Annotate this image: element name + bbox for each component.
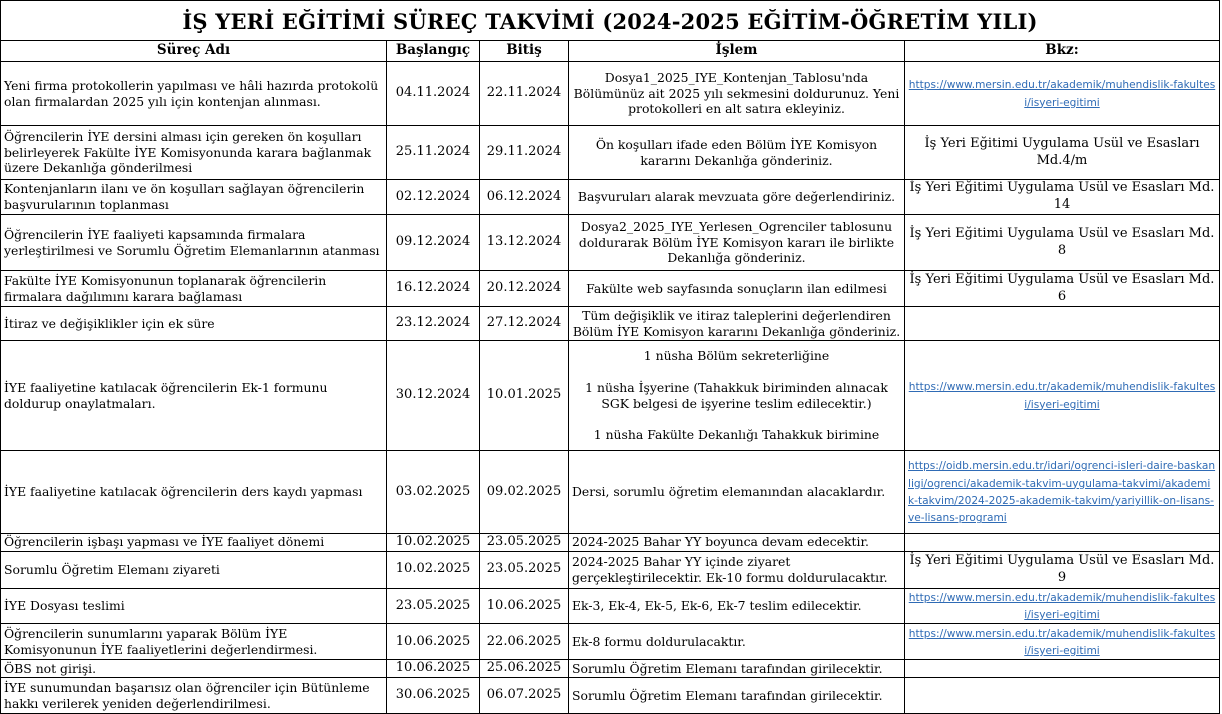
start-date-cell: 30.06.2025 [387, 678, 480, 714]
end-date-cell: 06.07.2025 [480, 678, 569, 714]
process-name-cell: Öğrencilerin İYE faaliyeti kapsamında firmalara yerleştirilmesi ve Sorumlu Öğretim Elemanlarının atanması [1, 215, 387, 271]
reference-cell [905, 341, 1220, 451]
header-reference: Bkz: [905, 41, 1220, 62]
table-row [1, 678, 1220, 714]
operation-cell: Ek-8 formu doldurulacaktır. [569, 624, 905, 660]
start-date-cell: 10.02.2025 [387, 534, 480, 552]
reference-link[interactable]: https://www.mersin.edu.tr/akademik/muhendislik-fakultesi/isyeri-egitimi [908, 591, 1216, 622]
start-date-cell: 03.02.2025 [387, 451, 480, 534]
table-row [1, 534, 1220, 552]
reference-cell: İş Yeri Eğitimi Uygulama Usül ve Esasları Md. 14 [905, 180, 1220, 215]
operation-cell: 2024-2025 Bahar YY içinde ziyaret gerçekleştirilecektir. Ek-10 formu doldurulacaktır. [569, 551, 905, 588]
end-date-cell: 13.12.2024 [480, 215, 569, 271]
start-date-cell: 10.06.2025 [387, 624, 480, 660]
reference-link[interactable]: https://www.mersin.edu.tr/akademik/muhendislik-fakultesi/isyeri-egitimi [908, 627, 1216, 657]
reference-link[interactable]: https://oidb.mersin.edu.tr/idari/ogrenci-isleri-daire-baskanligi/ogrenci/akademik-takvim-uygulama-takvimi/akademik-takvim/2024-2025-akademik-takvim/yariyillik-on-lisans-ve-lisans-programi [908, 460, 1216, 525]
operation-cell: Başvuruları alarak mevzuata göre değerlendiriniz. [569, 180, 905, 215]
reference-cell [905, 624, 1220, 660]
table-row [1, 62, 1220, 126]
reference-cell: İş Yeri Eğitimi Uygulama Usül ve Esasları Md.4/m [905, 126, 1220, 180]
end-date-cell: 20.12.2024 [480, 271, 569, 307]
end-date-cell: 06.12.2024 [480, 180, 569, 215]
operation-cell: Fakülte web sayfasında sonuçların ilan edilmesi [569, 271, 905, 307]
operation-cell: Dosya1_2025_IYE_Kontenjan_Tablosu'nda Bölümünüz ait 2025 yılı sekmesini doldurunuz. Yeni protokolleri en alt satıra ekleyiniz. [569, 62, 905, 126]
process-name-cell: İYE faaliyetine katılacak öğrencilerin Ek-1 formunu doldurup onaylatmaları. [1, 341, 387, 451]
start-date-cell: 23.12.2024 [387, 307, 480, 341]
end-date-cell: 29.11.2024 [480, 126, 569, 180]
table-row [1, 215, 1220, 271]
sheet-title: İŞ YERİ EĞİTİMİ SÜREÇ TAKVİMİ (2024-2025 EĞİTİM-ÖĞRETİM YILI) [0, 0, 1220, 41]
table-row [1, 307, 1220, 341]
header-end-date: Bitiş [480, 41, 569, 62]
start-date-cell: 16.12.2024 [387, 271, 480, 307]
process-name-cell: İYE Dosyası teslimi [1, 588, 387, 624]
operation-cell: Tüm değişiklik ve itiraz taleplerini değerlendiren Bölüm İYE Komisyon kararını Dekanlığa gönderiniz. [569, 307, 905, 341]
process-name-cell: İYE sunumundan başarısız olan öğrenciler için Bütünleme hakkı verilerek yeniden değerlendirilmesi. [1, 678, 387, 714]
process-name-cell: Öğrencilerin sunumlarını yaparak Bölüm İYE Komisyonunun İYE faaliyetlerini değerlendirmesi. [1, 624, 387, 660]
end-date-cell: 10.01.2025 [480, 341, 569, 451]
end-date-cell: 10.06.2025 [480, 588, 569, 624]
process-name-cell: Sorumlu Öğretim Elemanı ziyareti [1, 551, 387, 588]
reference-cell [905, 307, 1220, 341]
process-name-cell: İYE faaliyetine katılacak öğrencilerin ders kaydı yapması [1, 451, 387, 534]
table-row [1, 180, 1220, 215]
reference-cell [905, 62, 1220, 126]
reference-cell [905, 534, 1220, 552]
process-name-cell: Yeni firma protokollerin yapılması ve hâli hazırda protokolü olan firmalardan 2025 yılı için kontenjan alınması. [1, 62, 387, 126]
table-row [1, 588, 1220, 624]
end-date-cell: 27.12.2024 [480, 307, 569, 341]
reference-cell [905, 678, 1220, 714]
header-row [1, 41, 1220, 62]
end-date-cell: 09.02.2025 [480, 451, 569, 534]
table-row [1, 271, 1220, 307]
start-date-cell: 30.12.2024 [387, 341, 480, 451]
start-date-cell: 09.12.2024 [387, 215, 480, 271]
operation-cell: Ek-3, Ek-4, Ek-5, Ek-6, Ek-7 teslim edilecektir. [569, 588, 905, 624]
operation-cell: Sorumlu Öğretim Elemanı tarafından girilecektir. [569, 678, 905, 714]
start-date-cell: 25.11.2024 [387, 126, 480, 180]
start-date-cell: 02.12.2024 [387, 180, 480, 215]
start-date-cell: 10.06.2025 [387, 660, 480, 678]
table-row [1, 660, 1220, 678]
start-date-cell: 23.05.2025 [387, 588, 480, 624]
operation-cell: Dosya2_2025_IYE_Yerlesen_Ogrenciler tablosunu doldurarak Bölüm İYE Komisyon kararı ile birlikte Dekanlığa gönderiniz. [569, 215, 905, 271]
table-row [1, 451, 1220, 534]
reference-cell [905, 660, 1220, 678]
header-operation: İşlem [569, 41, 905, 62]
reference-cell [905, 588, 1220, 624]
end-date-cell: 23.05.2025 [480, 534, 569, 552]
process-name-cell: Öğrencilerin işbaşı yapması ve İYE faaliyet dönemi [1, 534, 387, 552]
start-date-cell: 04.11.2024 [387, 62, 480, 126]
end-date-cell: 22.11.2024 [480, 62, 569, 126]
header-start-date: Başlangıç [387, 41, 480, 62]
table-row [1, 341, 1220, 451]
process-calendar-table [0, 40, 1220, 714]
end-date-cell: 23.05.2025 [480, 551, 569, 588]
operation-cell: Dersi, sorumlu öğretim elemanından alacaklardır. [569, 451, 905, 534]
process-name-cell: Öğrencilerin İYE dersini alması için gereken ön koşulları belirleyerek Fakülte İYE Komisyonunda karara bağlanmak üzere Dekanlığa gönderilmesi [1, 126, 387, 180]
reference-cell: İş Yeri Eğitimi Uygulama Usül ve Esasları Md. 8 [905, 215, 1220, 271]
reference-cell [905, 451, 1220, 534]
end-date-cell: 22.06.2025 [480, 624, 569, 660]
table-row [1, 126, 1220, 180]
process-name-cell: Fakülte İYE Komisyonunun toplanarak öğrencilerin firmalara dağılımını karara bağlaması [1, 271, 387, 307]
reference-cell: İş Yeri Eğitimi Uygulama Usül ve Esasları Md. 9 [905, 551, 1220, 588]
table-row [1, 624, 1220, 660]
process-name-cell: Kontenjanların ilanı ve ön koşulları sağlayan öğrencilerin başvurularının toplanması [1, 180, 387, 215]
operation-cell: Ön koşulları ifade eden Bölüm İYE Komisyon kararını Dekanlığa gönderiniz. [569, 126, 905, 180]
table-row [1, 551, 1220, 588]
reference-link[interactable]: https://www.mersin.edu.tr/akademik/muhendislik-fakultesi/isyeri-egitimi [908, 79, 1216, 109]
process-name-cell: ÖBS not girişi. [1, 660, 387, 678]
operation-cell: 1 nüsha Bölüm sekreterliğine 1 nüsha İşyerine (Tahakkuk biriminden alınacak SGK belgesi de işyerine teslim edilecektir.) 1 nüsha Fakülte Dekanlığı Tahakkuk birimine [569, 341, 905, 451]
end-date-cell: 25.06.2025 [480, 660, 569, 678]
start-date-cell: 10.02.2025 [387, 551, 480, 588]
header-process-name: Süreç Adı [1, 41, 387, 62]
process-name-cell: İtiraz ve değişiklikler için ek süre [1, 307, 387, 341]
operation-cell: 2024-2025 Bahar YY boyunca devam edecektir. [569, 534, 905, 552]
reference-link[interactable]: https://www.mersin.edu.tr/akademik/muhendislik-fakultesi/isyeri-egitimi [908, 381, 1216, 411]
reference-cell: İş Yeri Eğitimi Uygulama Usül ve Esasları Md. 6 [905, 271, 1220, 307]
operation-cell: Sorumlu Öğretim Elemanı tarafından girilecektir. [569, 660, 905, 678]
